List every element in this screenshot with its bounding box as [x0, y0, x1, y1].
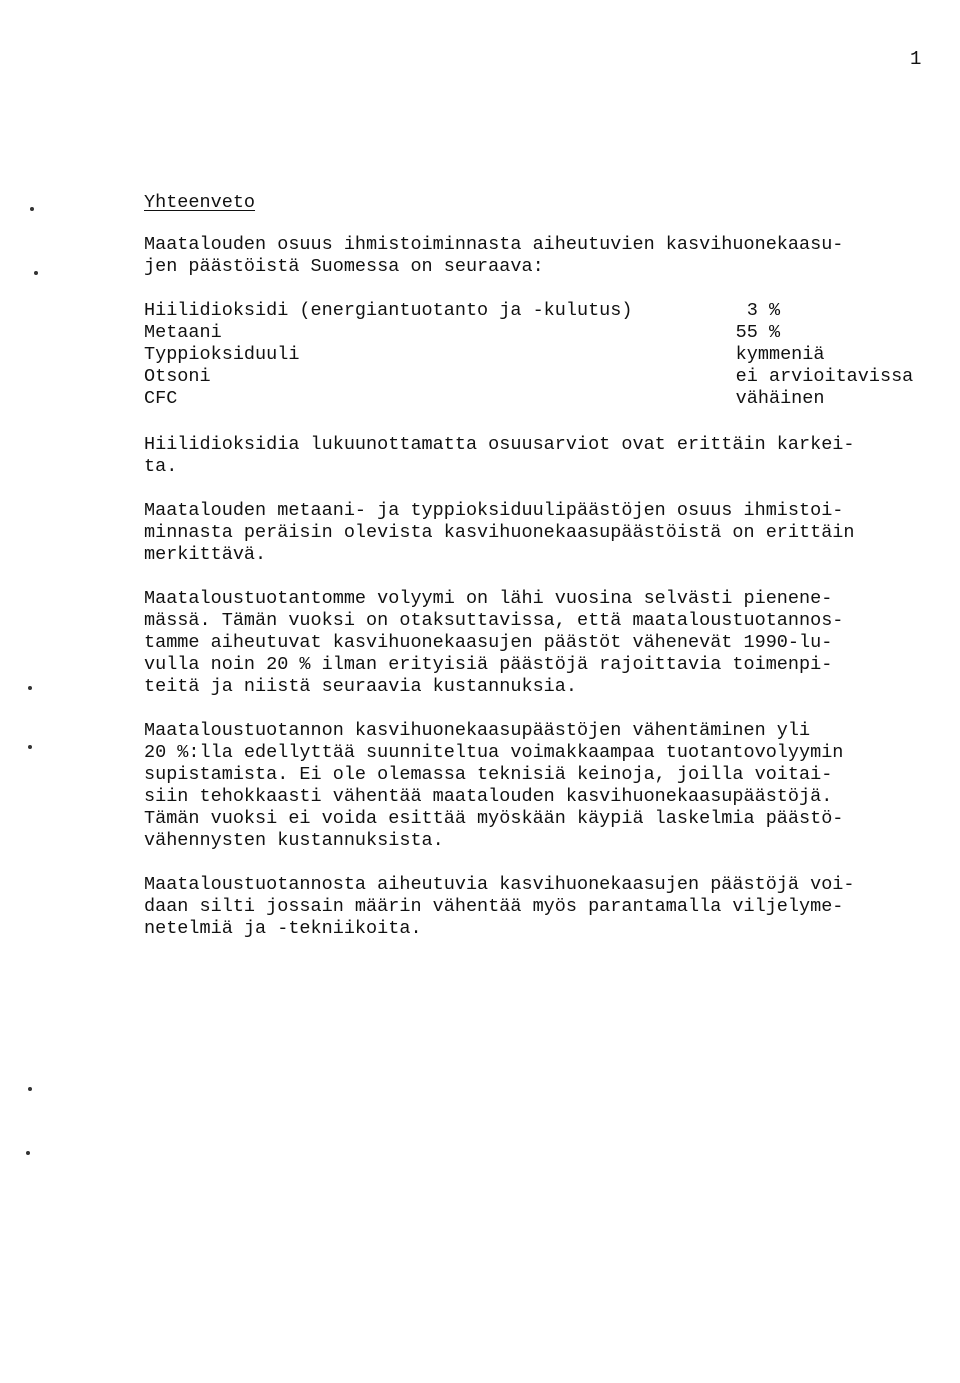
gas-name: Metaani [144, 322, 222, 343]
text-line: siin tehokkaasti vähentää maatalouden kasvihuonekaasupäästöjä. [144, 786, 833, 807]
text-line: vähennysten kustannuksista. [144, 830, 444, 851]
scan-speck [28, 686, 32, 690]
table-row [144, 344, 934, 366]
text-line: Tämän vuoksi ei voida esittää myöskään käypiä laskelmia päästö- [144, 808, 844, 829]
scan-speck [28, 1087, 32, 1091]
intro-paragraph [144, 234, 934, 278]
paragraph-methods [144, 874, 934, 940]
gas-share: vähäinen [735, 388, 825, 409]
scan-speck [28, 745, 32, 749]
text-line: teitä ja niistä seuraavia kustannuksia. [144, 676, 577, 697]
gas-name: Typpioksiduuli [144, 344, 300, 365]
paragraph-reduction [144, 720, 934, 852]
gas-share: 3 % [735, 300, 781, 321]
text-line: netelmiä ja -tekniikoita. [144, 918, 422, 939]
paragraph-volume [144, 588, 934, 698]
gas-name: Otsoni [144, 366, 211, 387]
text-line: supistamista. Ei ole olemassa teknisiä keinoja, joilla voitai- [144, 764, 833, 785]
text-line: Hiilidioksidia lukuunottamatta osuusarviot ovat erittäin karkei- [144, 434, 855, 455]
document-body [144, 192, 934, 962]
scan-speck [34, 271, 38, 275]
text-line: ta. [144, 456, 178, 477]
paragraph-significance [144, 500, 934, 566]
text-line: Maatalouden metaani- ja typpioksiduulipäästöjen osuus ihmistoi- [144, 500, 844, 521]
text-line: minnasta peräisin olevista kasvihuonekaasupäästöistä on erittäin [144, 522, 855, 543]
gas-name: CFC [144, 388, 178, 409]
text-line: Maatalouden osuus ihmistoiminnasta aiheutuvien kasvihuonekaasu- [144, 234, 844, 255]
gas-share: kymmeniä [735, 344, 825, 365]
scan-speck [26, 1151, 30, 1155]
text-line: 20 %:lla edellyttää suunniteltua voimakkaampaa tuotantovolyymin [144, 742, 844, 763]
paragraph-estimates [144, 434, 934, 478]
text-line: tamme aiheutuvat kasvihuonekaasujen päästöt vähenevät 1990-lu- [144, 632, 833, 653]
table-row [144, 322, 934, 344]
text-line: daan silti jossain määrin vähentää myös parantamalla viljelyme- [144, 896, 844, 917]
text-line: Maataloustuotantomme volyymi on lähi vuosina selvästi pienene- [144, 588, 833, 609]
text-line: merkittävä. [144, 544, 267, 565]
text-line: vulla noin 20 % ilman erityisiä päästöjä rajoittavia toimenpi- [144, 654, 833, 675]
page-number: 1 [910, 48, 922, 70]
text-line: Maataloustuotannon kasvihuonekaasupäästöjen vähentäminen yli [144, 720, 811, 741]
table-row [144, 300, 934, 322]
gas-share: 55 % [735, 322, 781, 343]
table-row [144, 388, 934, 410]
scan-speck [30, 207, 34, 211]
text-line: Maataloustuotannosta aiheutuvia kasvihuonekaasujen päästöjä voi- [144, 874, 855, 895]
table-row [144, 366, 934, 388]
gas-name: Hiilidioksidi (energiantuotanto ja -kulutus) [144, 300, 633, 321]
emission-share-table [144, 300, 934, 410]
gas-share: ei arvioitavissa [735, 366, 914, 387]
section-heading: Yhteenveto [144, 192, 256, 213]
text-line: jen päästöistä Suomessa on seuraava: [144, 256, 544, 277]
text-line: mässä. Tämän vuoksi on otaksuttavissa, että maataloustuotannos- [144, 610, 844, 631]
